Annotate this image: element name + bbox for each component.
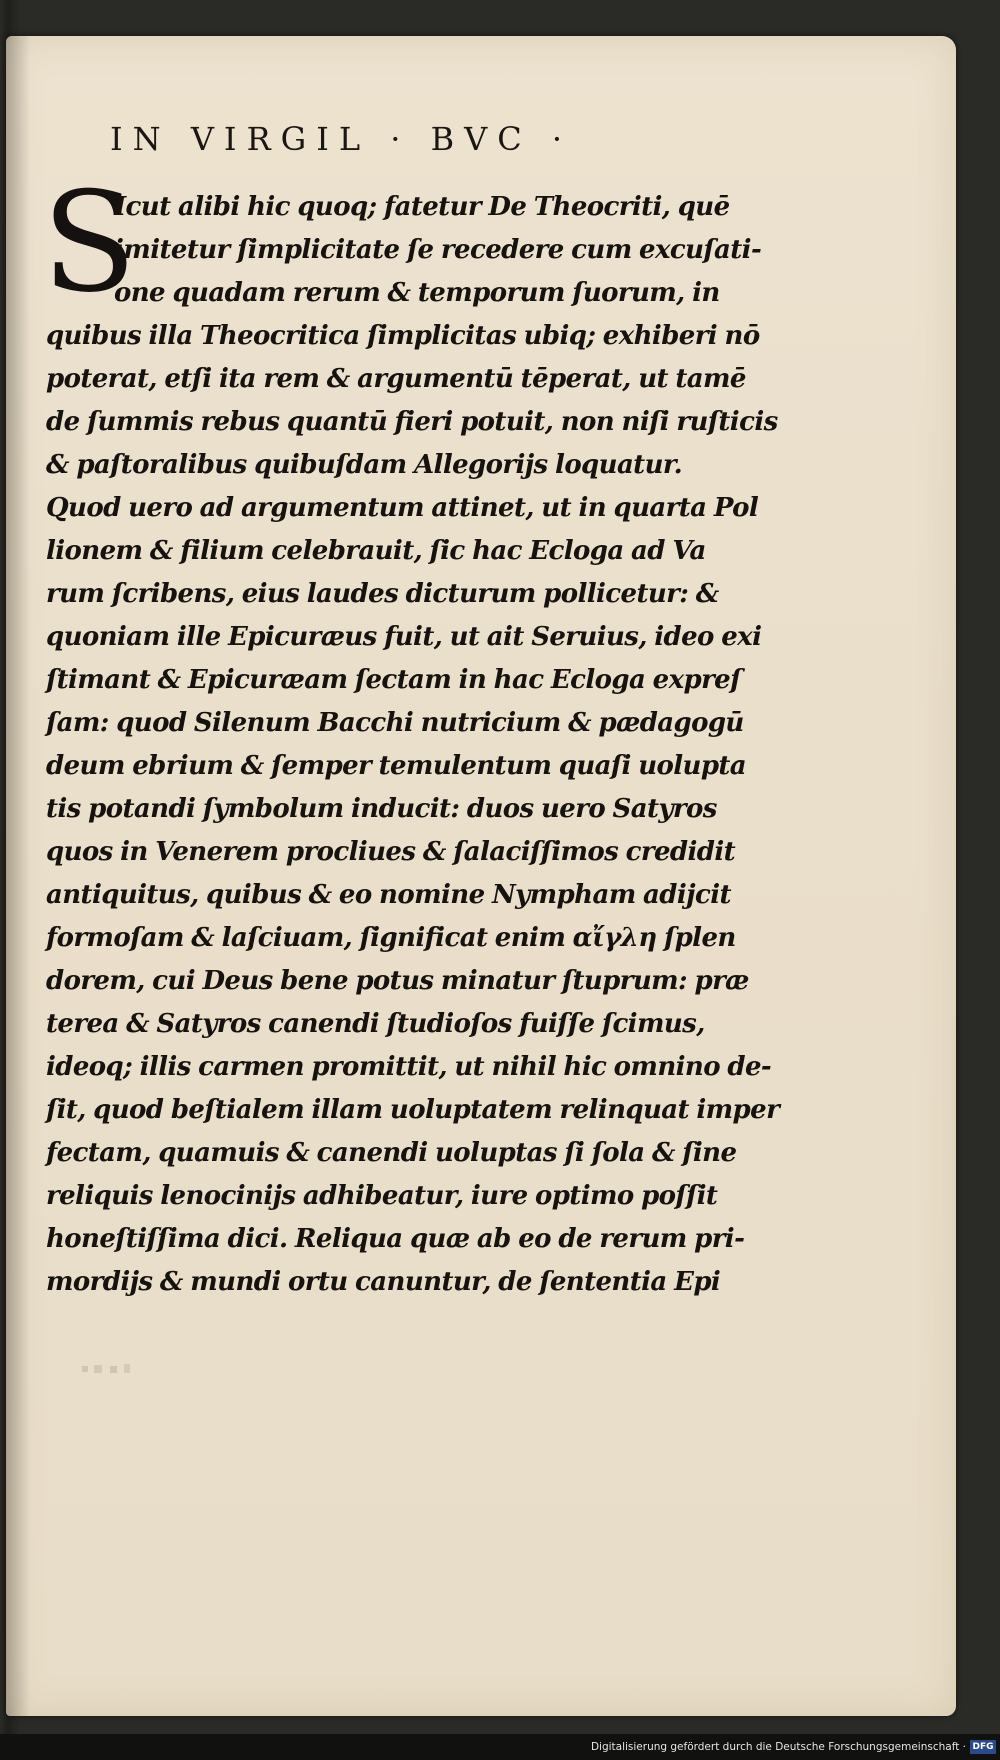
text-line: quos in Venerem procliues & ſalaciſſimos credidit [46, 837, 736, 867]
text-line: antiquitus, quibus & eo nomine Nympham adijcit [46, 880, 731, 910]
text-line: Icut alibi hic quoq; fatetur De Theocriti, quē [114, 192, 730, 222]
text-line: & paſtoralibus quibuſdam Allegorijs loquatur. [46, 450, 683, 480]
text-line: ſit, quod beſtialem illam uoluptatem relinquat imper [46, 1095, 780, 1125]
text-line: ſam: quod Silenum Bacchi nutricium & pædagogū [46, 708, 744, 738]
text-line: dorem, cui Deus bene potus minatur ſtuprum: præ [46, 966, 749, 996]
text-line: formoſam & laſciuam, ſignificat enim αἴγλη ſplen [46, 923, 736, 953]
text-line: Quod uero ad argumentum attinet, ut in quarta Pol [46, 493, 759, 523]
text-line: terea & Satyros canendi ſtudioſos fuiſſe ſcimus, [46, 1009, 705, 1039]
page-gutter-shadow [6, 36, 30, 1716]
drop-cap: S [42, 162, 137, 323]
text-line: lionem & filium celebrauit, ſic hac Ecloga ad Va [46, 536, 706, 566]
text-line: rum ſcribens, eius laudes dicturum pollicetur: & [46, 579, 719, 609]
digitization-credit: Digitalisierung gefördert durch die Deutsche Forschungsgemeinschaft · [590, 1741, 966, 1753]
dfg-logo: DFG [970, 1740, 996, 1754]
text-line: imitetur ſimplicitate ſe recedere cum excuſati- [114, 235, 762, 265]
body-text [46, 186, 780, 1304]
text-line: tis potandi ſymbolum inducit: duos uero Satyros [46, 794, 717, 824]
text-line: honeſtiſſima dici. Reliqua quæ ab eo de rerum pri- [46, 1224, 745, 1254]
text-line: ideoq; illis carmen promittit, ut nihil hic omnino de- [46, 1052, 772, 1082]
text-line: ſtimant & Epicuræam ſectam in hac Ecloga expreſ [46, 665, 741, 695]
text-line: reliquis lenocinijs adhibeatur, iure optimo poſſit [46, 1181, 718, 1211]
faint-stamp-mark [80, 1360, 160, 1380]
text-line: de ſummis rebus quantū fieri potuit, non niſi ruſticis [46, 407, 778, 437]
text-line: one quadam rerum & temporum ſuorum, in [114, 278, 720, 308]
text-line: quibus illa Theocritica ſimplicitas ubiq; exhiberi nō [46, 321, 760, 351]
text-line: mordijs & mundi ortu canuntur, de ſententia Epi [46, 1267, 721, 1297]
text-line: fectam, quamuis & canendi uoluptas ſi ſola & ſine [46, 1138, 737, 1168]
running-head: IN VIRGIL · BVC · [110, 120, 573, 158]
text-line: quoniam ille Epicuræus fuit, ut ait Seruius, ideo exi [46, 622, 762, 652]
text-line: deum ebrium & ſemper temulentum quaſi uolupta [46, 751, 747, 781]
text-line: poterat, etſi ita rem & argumentū tēperat, ut tamē [46, 364, 746, 394]
